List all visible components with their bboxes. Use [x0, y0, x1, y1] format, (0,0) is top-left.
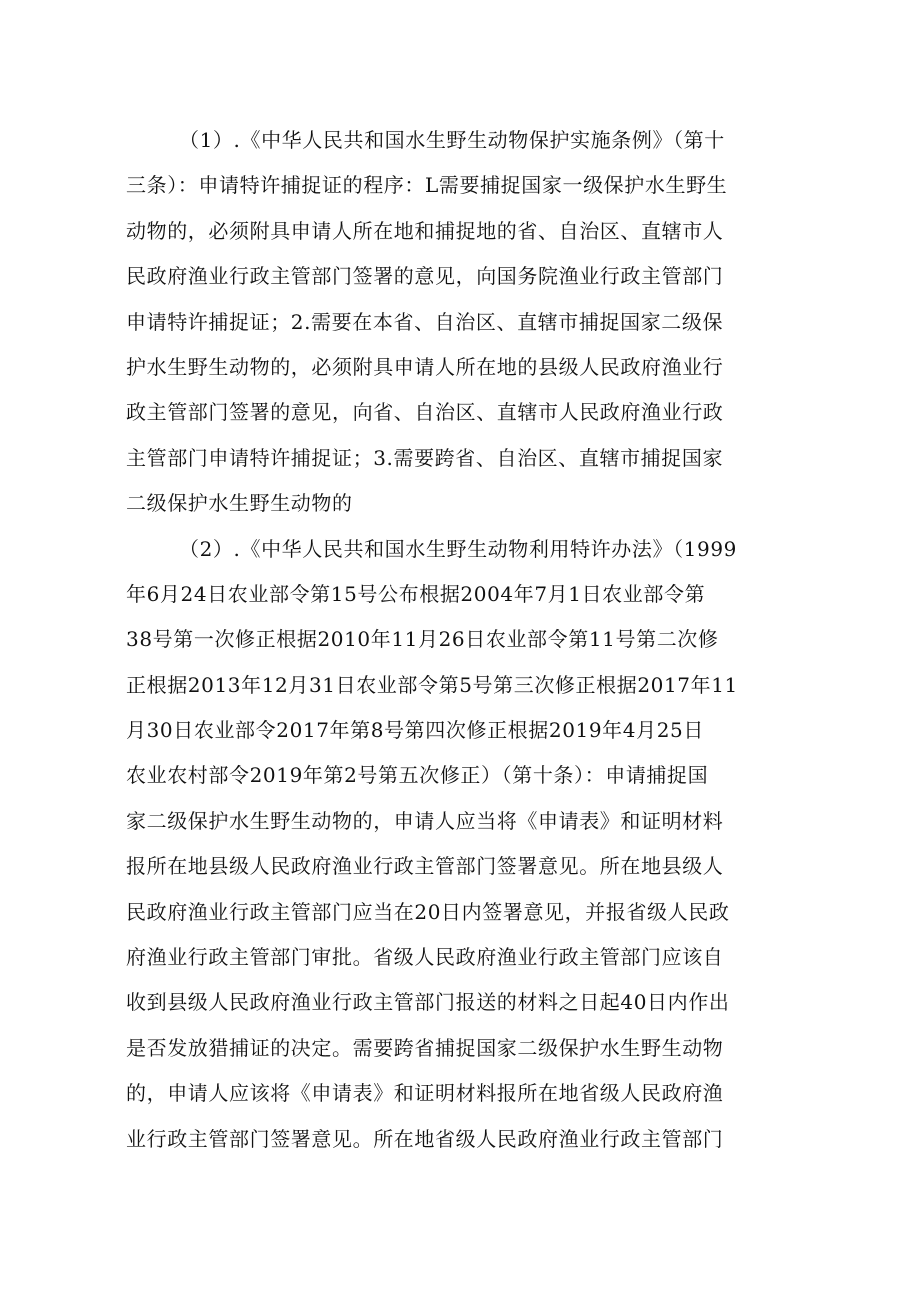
text-line: 护水生野生动物的，必须附具申请人所在地的县级人民政府渔业行 [126, 354, 724, 379]
text-line: （2）.《中华人民共和国水生野生动物利用特许办法》（1999 [179, 536, 737, 561]
text-line: 三条）：申请特许捕捉证的程序：L需要捕捉国家一级保护水生野生 [126, 173, 728, 198]
text-line: 报所在地县级人民政府渔业行政主管部门签署意见。所在地县级人 [126, 854, 724, 879]
text-line: 动物的，必须附具申请人所在地和捕捉地的省、自治区、直辖市人 [126, 218, 724, 243]
text-line: 正根据2013年12月31日农业部令第5号第三次修正根据2017年11 [126, 672, 738, 697]
text-line: 申请特许捕捉证；2.需要在本省、自治区、直辖市捕捉国家二级保 [126, 309, 724, 334]
text-line: 月30日农业部令2017年第8号第四次修正根据2019年4月25日 [126, 718, 704, 743]
text-line: 的，申请人应该将《申请表》和证明材料报所在地省级人民政府渔 [126, 1081, 724, 1106]
text-line: 府渔业行政主管部门审批。省级人民政府渔业行政主管部门应该自 [126, 945, 724, 970]
text-line: 38号第一次修正根据2010年11月26日农业部令第11号第二次修 [126, 627, 719, 652]
text-line: 农业农村部令2019年第2号第五次修正）（第十条）：申请捕捉国 [126, 763, 709, 788]
text-line: 年6月24日农业部令第15号公布根据2004年7月1日农业部令第 [126, 581, 706, 606]
text-line: 收到县级人民政府渔业行政主管部门报送的材料之日起40日内作出 [126, 990, 730, 1015]
text-line: 是否发放猎捕证的决定。需要跨省捕捉国家二级保护水生野生动物 [126, 1035, 724, 1060]
text-line: 民政府渔业行政主管部门签署的意见，向国务院渔业行政主管部门 [126, 264, 724, 289]
text-line: 民政府渔业行政主管部门应当在20日内签署意见，并报省级人民政 [126, 899, 730, 924]
text-line: 政主管部门签署的意见，向省、自治区、直辖市人民政府渔业行政 [126, 400, 724, 425]
text-line: 家二级保护水生野生动物的，申请人应当将《申请表》和证明材料 [126, 808, 724, 833]
text-line: 业行政主管部门签署意见。所在地省级人民政府渔业行政主管部门 [126, 1126, 724, 1151]
text-line: 主管部门申请特许捕捉证；3.需要跨省、自治区、直辖市捕捉国家 [126, 445, 724, 470]
text-line: （1）.《中华人民共和国水生野生动物保护实施条例》（第十 [179, 128, 725, 152]
document-body [126, 118, 796, 1162]
text-line: 二级保护水生野生动物的 [126, 491, 353, 516]
paragraph-1 [126, 118, 796, 527]
paragraph-2 [126, 527, 796, 1162]
